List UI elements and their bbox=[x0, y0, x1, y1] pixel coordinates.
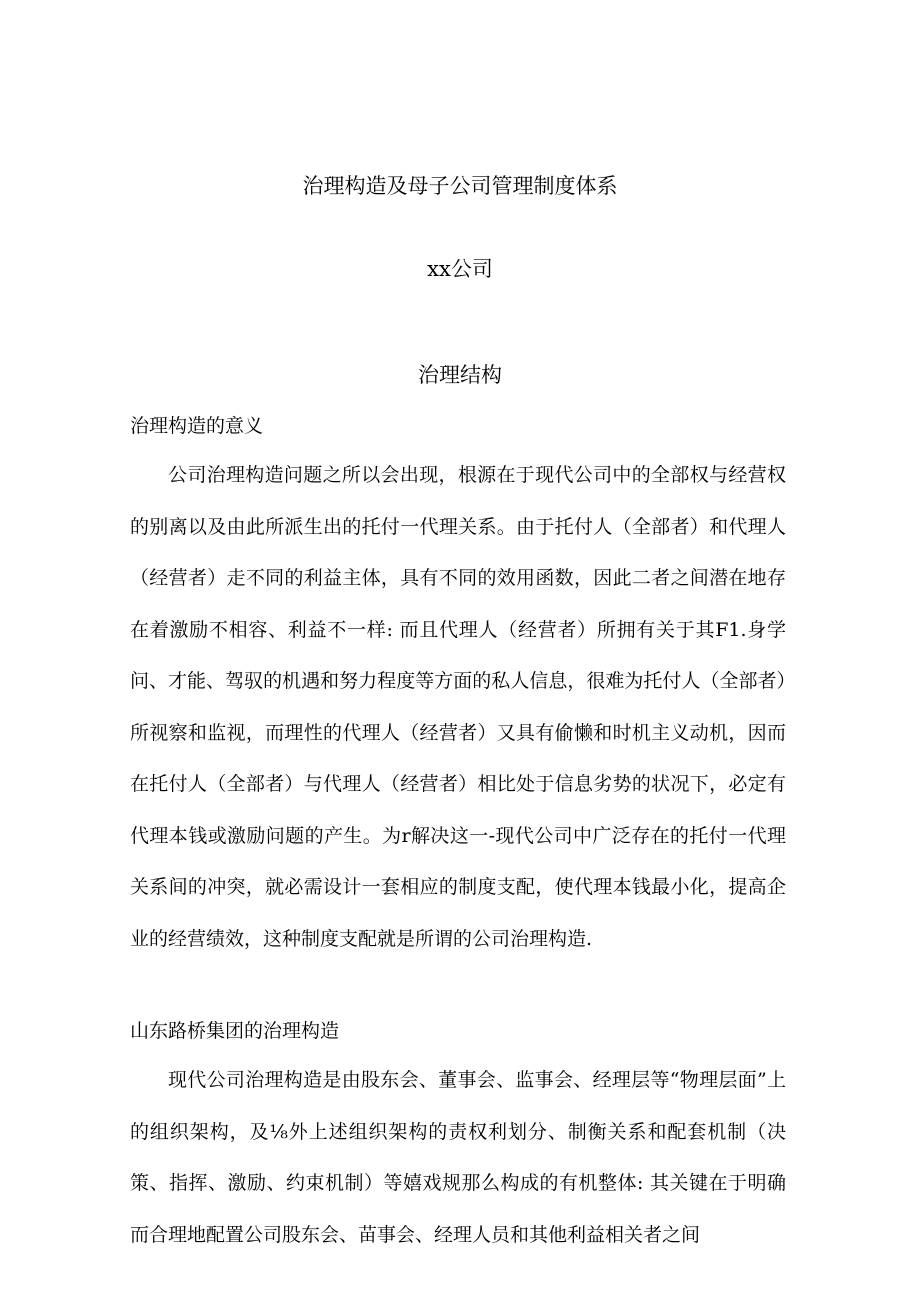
subsection-heading-meaning: 治理构造的意义 bbox=[130, 415, 264, 437]
document-title: 治理构造及母子公司管理制度体系 bbox=[302, 174, 618, 198]
paragraph-meaning: 公司治理构造问题之所以会出现，根源在于现代公司中的全部权与经营权的别离以及由此所派生出的托付一代理关系。由于托付人（全部者）和代理人（经营者）走不同的利益主体，具有不同的效用函数，因此二者之间潜在地存在着激励不相容、利益不一样: 而且代理人（经营者）所拥有关于其F1.身学问、才能、驾驭的机遇和努力程度等方面的私人信息，很难为托付人（全部者）所视察和监视，而理性的代理人（经营者）又具有偷懒和时机主义动机，因而在托付人（全部者）与代理人（经营者）相比处于信息劣势的状况下，必定有代理本钱或激励问题的产生。为r解决这一-现代公司中广泛存在的托付一代理关系间的冲突，就必需设计一套相应的制度支配，使代理本钱最小化，提高企业的经营绩效，这种制度支配就是所谓的公司治理构造. bbox=[130, 464, 786, 950]
paragraph-group-structure: 现代公司治理构造是由股东会、董事会、监事会、经理层等“物理层面”上的组织架构，及⅛外上述组织架构的责权利划分、制衡关系和配套机制（决策、指挥、激励、约束机制）等嬉戏规那么构成的有机整体: 其关键在于明确而合理地配置公司股东会、苗事会、经理人员和其他利益相关者之间 bbox=[130, 1069, 786, 1246]
subsection-heading-group-structure: 山东路桥集团的治理构造 bbox=[130, 1020, 340, 1042]
company-name: xx公司 bbox=[427, 257, 493, 281]
section-title: 治理结构 bbox=[418, 363, 502, 387]
